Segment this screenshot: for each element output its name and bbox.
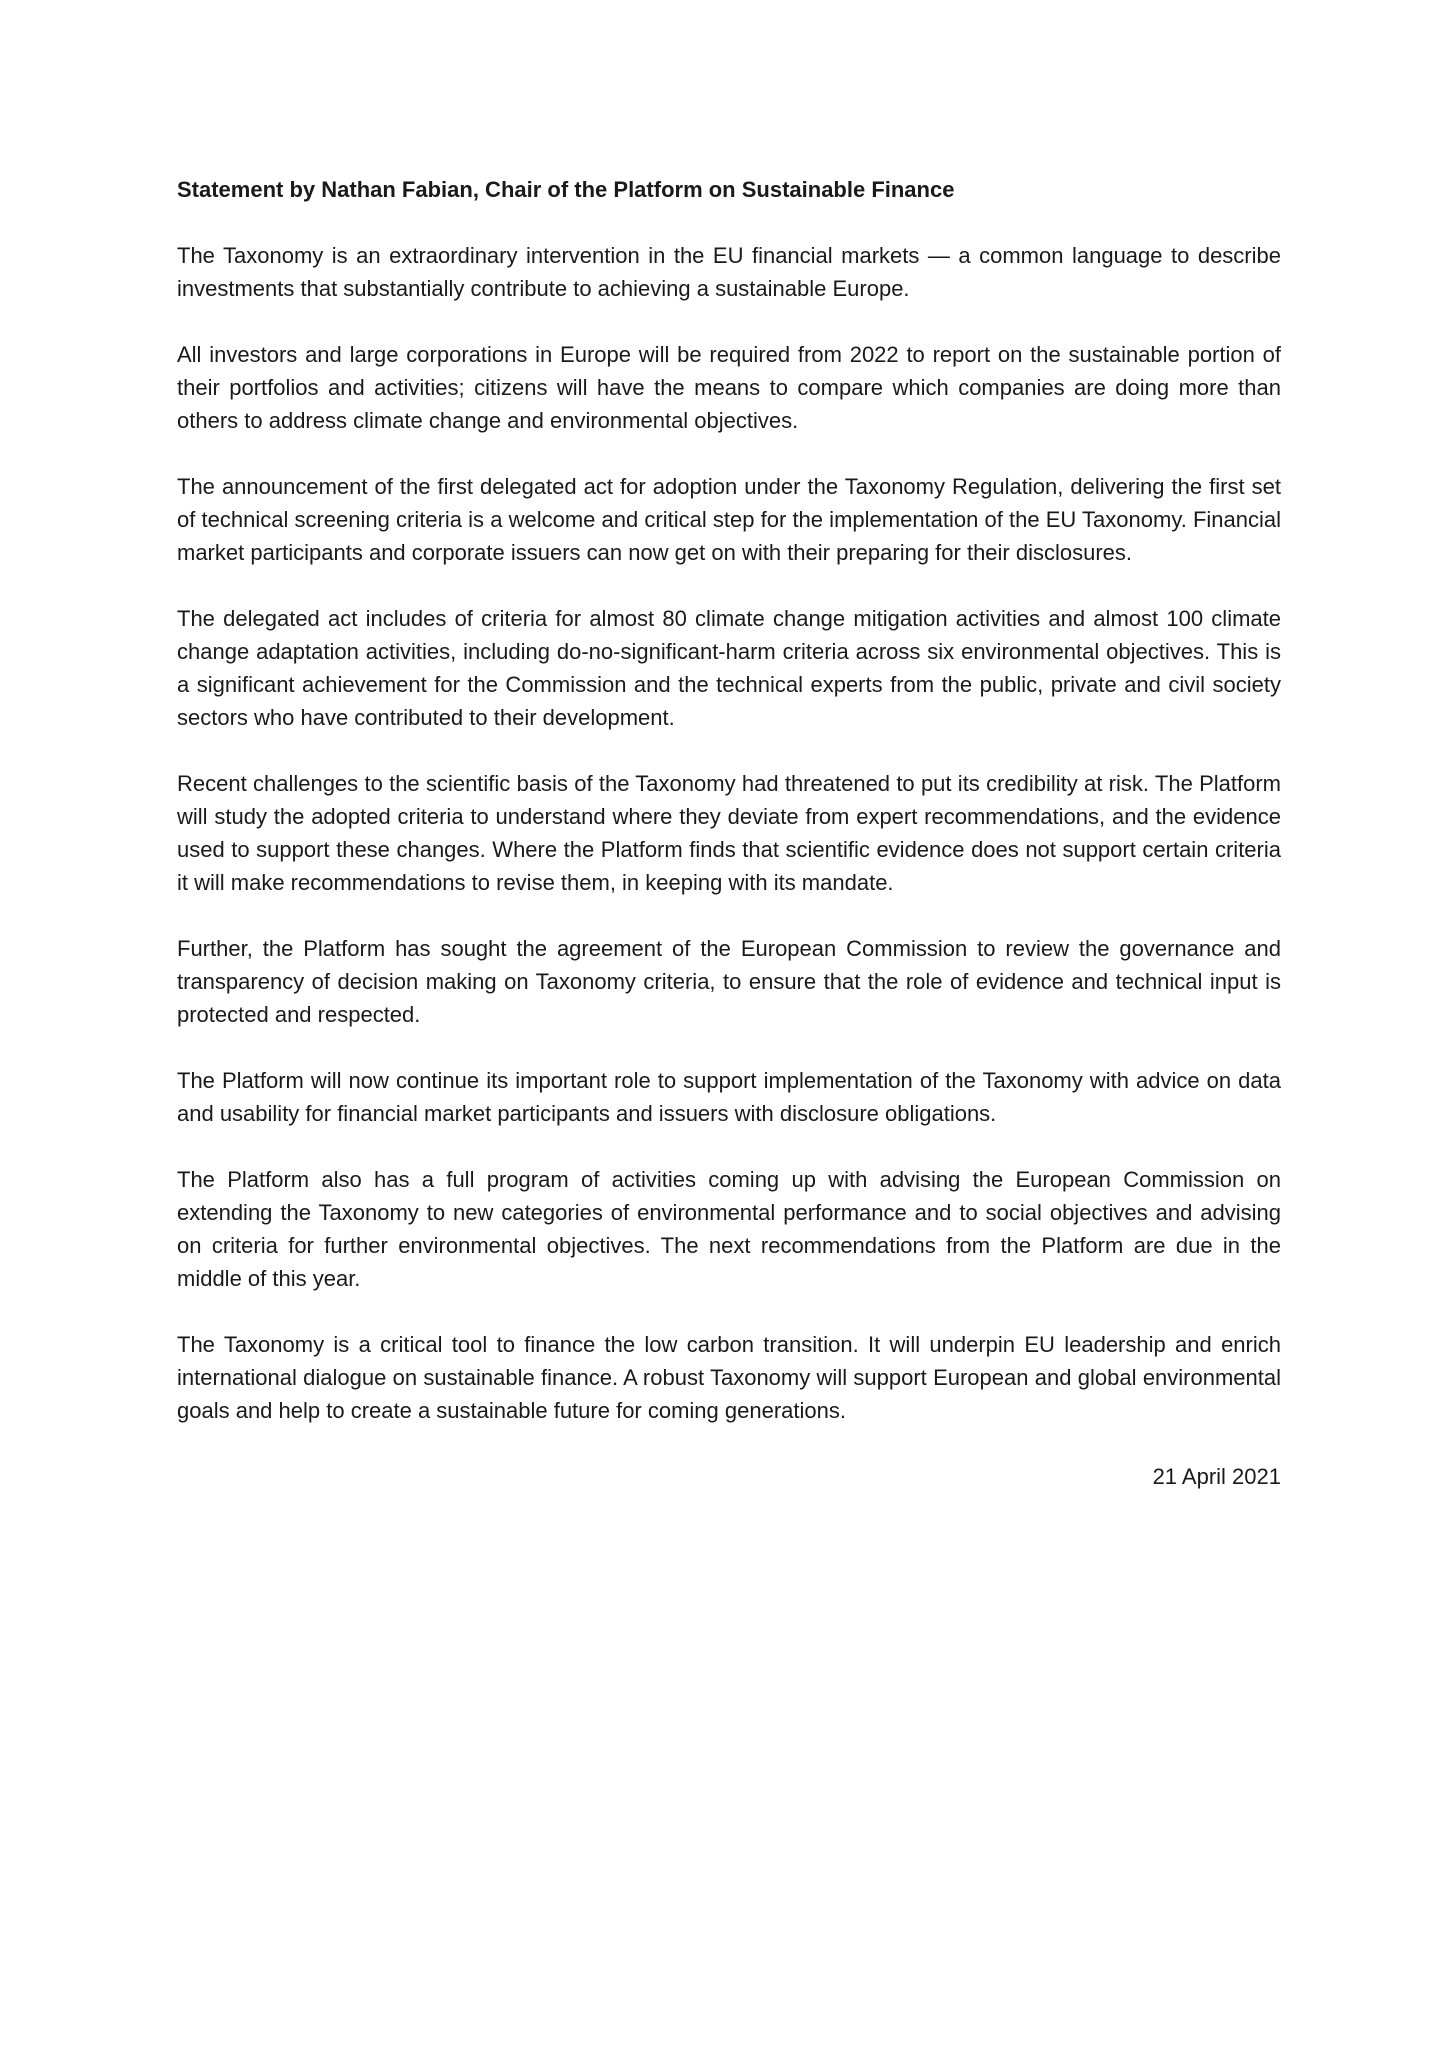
paragraph-6: Further, the Platform has sought the agreement of the European Commission to review the governance and transparency of decision making on Taxonomy criteria, to ensure that the role of evidence and technical input is protected and respected.	[177, 936, 1281, 1027]
document-date: 21 April 2021	[1152, 1464, 1281, 1489]
document-body	[177, 173, 1281, 1493]
paragraph-5: Recent challenges to the scientific basis of the Taxonomy had threatened to put its credibility at risk. The Platform will study the adopted criteria to understand where they deviate from expert recommendations, and the evidence used to support these changes. Where the Platform finds that scientific evidence does not support certain criteria it will make recommendations to revise them, in keeping with its mandate.	[177, 771, 1281, 895]
paragraph-9: The Taxonomy is a critical tool to finance the low carbon transition. It will underpin EU leadership and enrich international dialogue on sustainable finance. A robust Taxonomy will support European and global environmental goals and help to create a sustainable future for coming generations.	[177, 1332, 1281, 1423]
paragraph-2: All investors and large corporations in Europe will be required from 2022 to report on the sustainable portion of their portfolios and activities; citizens will have the means to compare which companies are doing more than others to address climate change and environmental objectives.	[177, 342, 1281, 433]
paragraph-8: The Platform also has a full program of activities coming up with advising the European Commission on extending the Taxonomy to new categories of environmental performance and to social objectives and advising on criteria for further environmental objectives. The next recommendations from the Platform are due in the middle of this year.	[177, 1167, 1281, 1291]
paragraph-3: The announcement of the first delegated act for adoption under the Taxonomy Regulation, delivering the first set of technical screening criteria is a welcome and critical step for the implementation of the EU Taxonomy. Financial market participants and corporate issuers can now get on with their preparing for their disclosures.	[177, 474, 1281, 565]
paragraph-4: The delegated act includes of criteria for almost 80 climate change mitigation activities and almost 100 climate change adaptation activities, including do-no-significant-harm criteria across six environmental objectives. This is a significant achievement for the Commission and the technical experts from the public, private and civil society sectors who have contributed to their development.	[177, 606, 1281, 730]
document-title: Statement by Nathan Fabian, Chair of the Platform on Sustainable Finance	[177, 177, 955, 202]
paragraph-1: The Taxonomy is an extraordinary intervention in the EU financial markets — a common language to describe investments that substantially contribute to achieving a sustainable Europe.	[177, 243, 1281, 301]
paragraph-7: The Platform will now continue its important role to support implementation of the Taxonomy with advice on data and usability for financial market participants and issuers with disclosure obligations.	[177, 1068, 1281, 1126]
